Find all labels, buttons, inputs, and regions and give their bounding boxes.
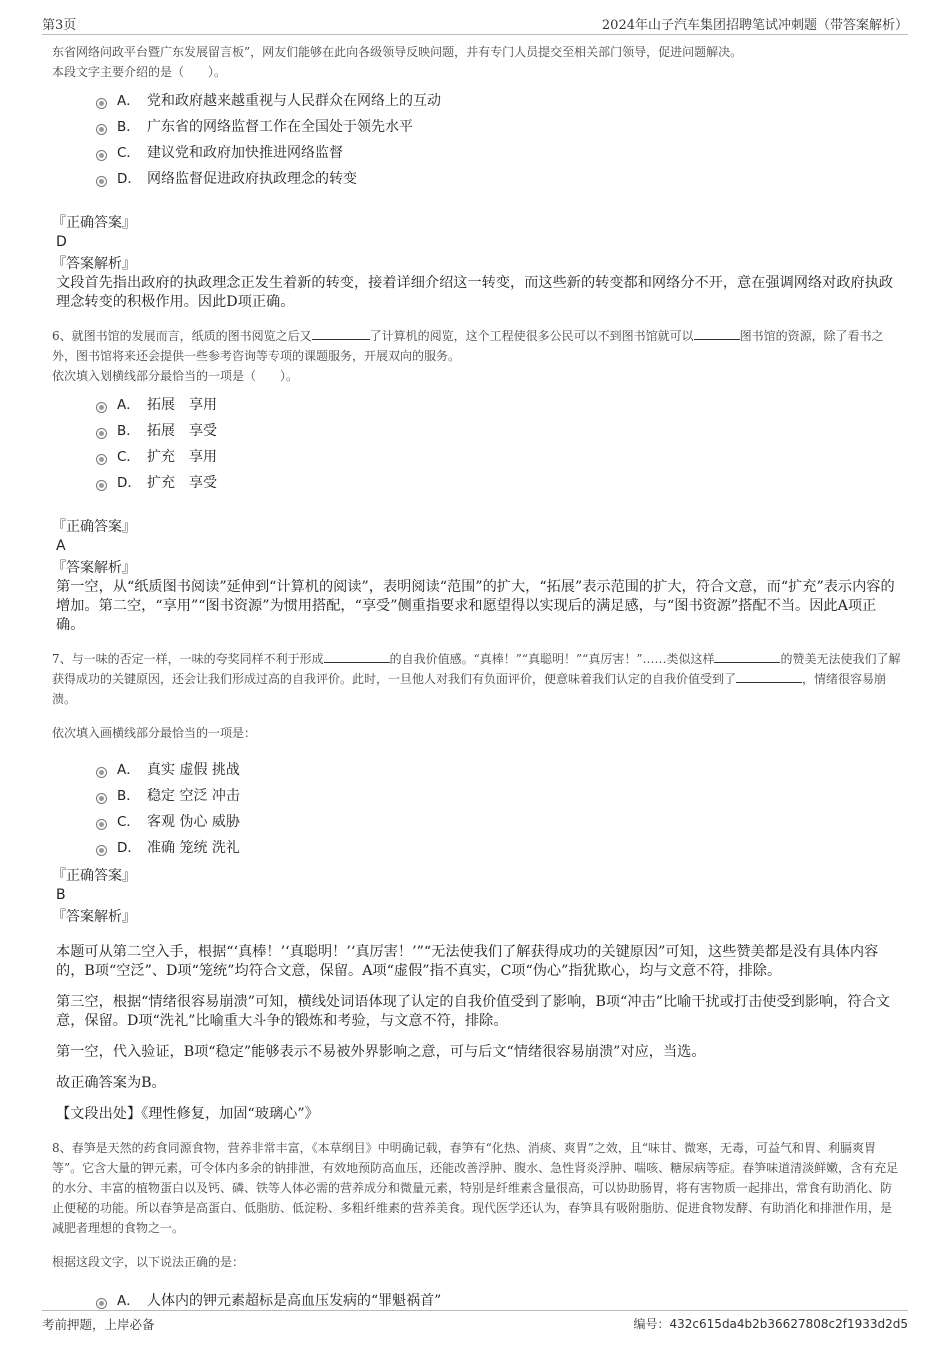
fill-blank	[324, 650, 390, 663]
question-stem: 6、就图书馆的发展而言，纸质的图书阅览之后又 了计算机的阅览，这个工程使很多公民可以不到图书馆就可以 图书馆的资源，除了看书之外，图书馆将来还会提供一些参考咨询等专项的课题服务，开展双向的服务。	[52, 329, 884, 363]
radio-icon[interactable]	[96, 819, 107, 830]
source-note: 【文段出处】《理性修复，加固“玻璃心”》	[56, 1106, 319, 1122]
question-6	[52, 326, 902, 635]
option-list	[96, 757, 902, 861]
answer-label: 『正确答案』	[52, 868, 136, 884]
option-list	[96, 88, 902, 192]
answer-value: D	[56, 234, 67, 250]
radio-icon[interactable]	[96, 454, 107, 465]
fill-blank	[714, 650, 780, 663]
answer-value: B	[56, 887, 66, 903]
radio-icon[interactable]	[96, 124, 107, 135]
page-number: 第3页	[42, 18, 77, 33]
option-b[interactable]: B． 广东省的网络监督工作在全国处于领先水平	[96, 114, 902, 140]
analysis-label: 『答案解析』	[52, 560, 136, 576]
analysis-label: 『答案解析』	[52, 909, 136, 925]
question-prompt: 依次填入画横线部分最恰当的一项是：	[52, 726, 257, 740]
page-content	[52, 42, 902, 1314]
page-footer	[42, 1310, 908, 1335]
answer-label: 『正确答案』	[52, 519, 136, 535]
radio-icon[interactable]	[96, 176, 107, 187]
radio-icon[interactable]	[96, 480, 107, 491]
question-5	[52, 42, 902, 312]
question-stem: 7、与一味的否定一样，一味的夸奖同样不利于形成 的自我价值感。“真棒！”“真聪明！”“真厉害！”……类似这样 的赞美无法使我们了解获得成功的关键原因，还会让我们形成过高的自我评价。此时，一旦他人对我们有负面评价，便意味着我们认定的自我价值受到了 ，情绪很容易崩溃。	[52, 652, 901, 706]
analysis-text: 第一空，从“纸质图书阅读”延伸到“计算机的阅读”，表明阅读“范围”的扩大，“拓展”表示范围的扩大，符合文意，而“扩充”表示内容的增加。第二空，“享用”“图书资源”为惯用搭配，“享受”侧重指要求和愿望得以实现后的满足感，与“图书资源”搭配不当。因此A项正确。	[56, 579, 895, 633]
question-prompt: 根据这段文字，以下说法正确的是：	[52, 1255, 245, 1269]
analysis-paragraph: 故正确答案为B。	[56, 1075, 166, 1091]
footer-slogan: 考前押题，上岸必备	[42, 1317, 155, 1332]
fill-blank	[694, 327, 740, 340]
option-c[interactable]: C． 扩充 享用	[96, 444, 902, 470]
radio-icon[interactable]	[96, 402, 107, 413]
analysis-text: 文段首先指出政府的执政理念正发生着新的转变，接着详细介绍这一转变，而这些新的转变都和网络分不开，意在强调网络对政府执政理念转变的积极作用。因此D项正确。	[56, 275, 894, 310]
option-b[interactable]: B． 稳定 空泛 冲击	[96, 783, 902, 809]
option-b[interactable]: B． 拓展 享受	[96, 418, 902, 444]
option-list	[96, 392, 902, 496]
option-d[interactable]: D． 网络监督促进政府执政理念的转变	[96, 166, 902, 192]
question-stem: 东省网络问政平台暨广东发展留言板”，网友们能够在此向各级领导反映问题，并有专门人员提交至相关部门领导，促进问题解决。	[52, 45, 743, 59]
fill-blank	[312, 327, 370, 340]
option-d[interactable]: D． 扩充 享受	[96, 470, 902, 496]
question-7	[52, 649, 902, 1124]
document-code: 编号：432c615da4b2b36627808c2f1933d2d5	[633, 1317, 908, 1331]
radio-icon[interactable]	[96, 1298, 107, 1309]
radio-icon[interactable]	[96, 428, 107, 439]
radio-icon[interactable]	[96, 767, 107, 778]
fill-blank	[736, 670, 802, 683]
option-c[interactable]: C． 建议党和政府加快推进网络监督	[96, 140, 902, 166]
analysis-paragraph: 第三空，根据“情绪很容易崩溃”可知，横线处词语体现了认定的自我价值受到了影响，B项“冲击”比喻干扰或打击使受到影响，符合文意，保留。D项“洗礼”比喻重大斗争的锻炼和考验，与文意不符，排除。	[56, 994, 890, 1029]
option-a[interactable]: A． 党和政府越来越重视与人民群众在网络上的互动	[96, 88, 902, 114]
option-a[interactable]: A． 人体内的钾元素超标是高血压发病的“罪魁祸首”	[96, 1288, 902, 1314]
document-title: 2024年山子汽车集团招聘笔试冲刺题（带答案解析）	[601, 18, 908, 33]
option-a[interactable]: A． 拓展 享用	[96, 392, 902, 418]
radio-icon[interactable]	[96, 150, 107, 161]
question-prompt: 依次填入划横线部分最恰当的一项是（ ）。	[52, 369, 299, 383]
option-a[interactable]: A． 真实 虚假 挑战	[96, 757, 902, 783]
answer-label: 『正确答案』	[52, 215, 136, 231]
question-prompt: 本段文字主要介绍的是（ ）。	[52, 65, 227, 79]
analysis-label: 『答案解析』	[52, 256, 136, 272]
radio-icon[interactable]	[96, 845, 107, 856]
question-stem: 8、春笋是天然的药食同源食物，营养非常丰富，《本草纲目》中明确记载，春笋有“化热、消痰、爽胃”之效，且“味甘、微寒，无毒，可益气和胃、利膈爽胃等”。它含大量的钾元素，可令体内多余的钠排泄，有效地预防高血压，还能改善浮肿、腹水、急性肾炎浮肿、喘咳、糖尿病等症。春笋味道清淡鲜嫩，含有充足的水分、丰富的植物蛋白以及钙、磷、铁等人体必需的营养成分和微量元素，特别是纤维素含量很高，可以协助肠胃，将有害物质一起排出，常食有助消化、防止便秘的功能。所以春笋是高蛋白、低脂肪、低淀粉、多粗纤维素的营养美食。现代医学还认为，春笋具有吸附脂肪、促进食物发酵、有助消化和排泄作用，是减肥者理想的食物之一。	[52, 1141, 899, 1235]
option-c[interactable]: C． 客观 伪心 威胁	[96, 809, 902, 835]
analysis-paragraph: 本题可从第二空入手，根据“‘真棒！’‘真聪明！’‘真厉害！’”“无法使我们了解获得成功的关键原因”可知，这些赞美都是没有具体内容的，B项“空泛”、D项“笼统”均符合文意，保留。A项“虚假”指不真实，C项“伪心”指犹欺心，均与文意不符，排除。	[56, 944, 879, 979]
radio-icon[interactable]	[96, 793, 107, 804]
radio-icon[interactable]	[96, 98, 107, 109]
analysis-paragraph: 第一空，代入验证，B项“稳定”能够表示不易被外界影响之意，可与后文“情绪很容易崩溃”对应，当选。	[56, 1044, 706, 1060]
page-header	[42, 12, 908, 35]
question-8	[52, 1138, 902, 1314]
option-d[interactable]: D． 准确 笼统 洗礼	[96, 835, 902, 861]
answer-value: A	[56, 538, 66, 554]
